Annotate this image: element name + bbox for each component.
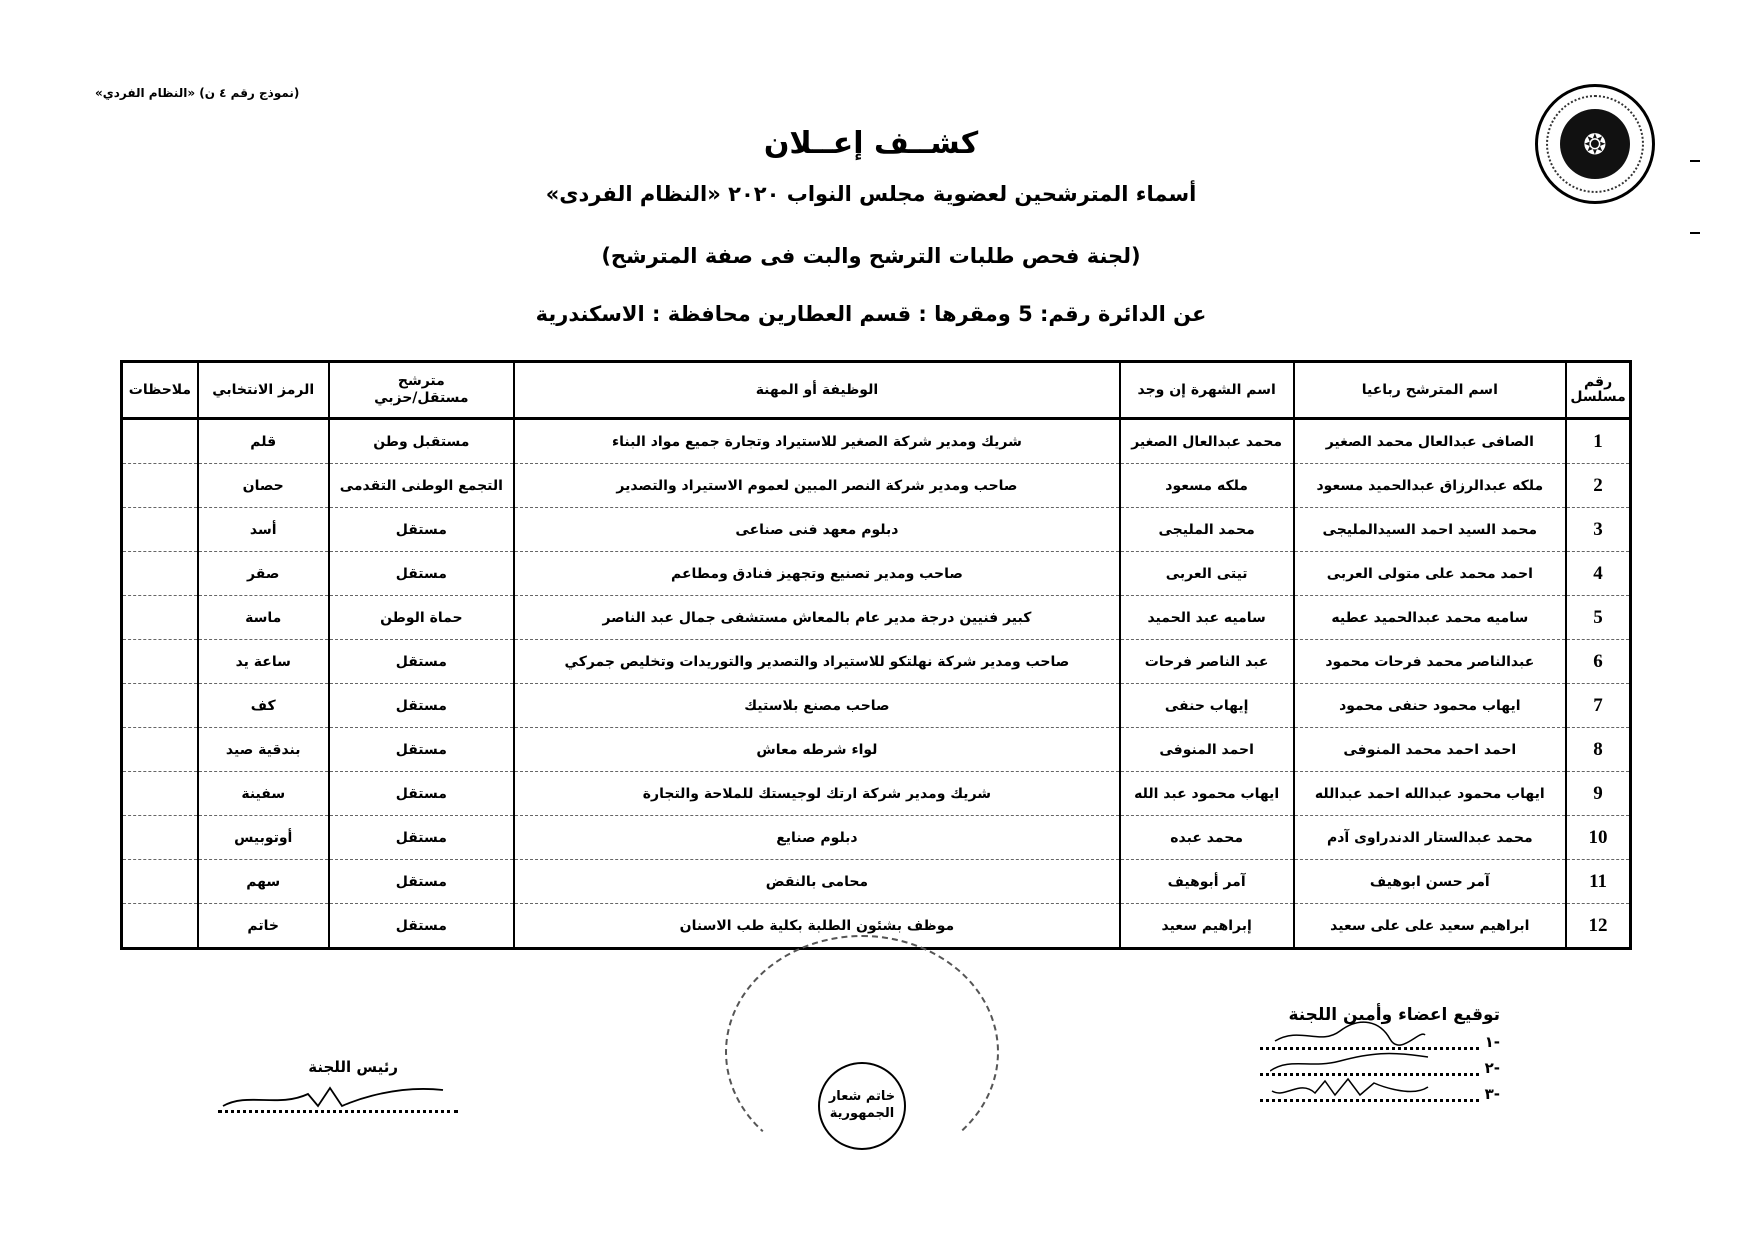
cell-party: مستقل [329,728,515,772]
header-party-line1: مترشح [397,372,445,389]
cell-serial: 1 [1566,419,1630,464]
cell-serial: 12 [1566,904,1630,949]
table-header-row [122,362,1631,419]
chairman-heading: رئيس اللجنة [308,1058,398,1076]
cell-notes [122,596,198,640]
cell-party: حماة الوطن [329,596,515,640]
district-info: عن الدائرة رقم: 5 ومقرها : قسم العطارين محافظة : الاسكندرية [535,302,1207,326]
chairman-signature-block [218,1058,458,1113]
cell-full-name: ابراهيم سعيد على على سعيد [1294,904,1567,949]
table-row [122,860,1631,904]
cell-serial: 9 [1566,772,1630,816]
cell-party: مستقل [329,904,515,949]
candidates-table [120,360,1632,950]
cell-serial: 5 [1566,596,1630,640]
table-row [122,684,1631,728]
cell-party: التجمع الوطنى التقدمى [329,464,515,508]
header-serial-line1: رقم [1583,373,1613,390]
header-symbol: الرمز الانتخابي [198,362,329,419]
members-signature-heading: توقيع اعضاء وأمين اللجنة [1288,1005,1500,1025]
stamp-line1: خاتم شعار [828,1089,896,1105]
member-label-3: -٣ [1484,1085,1500,1103]
cell-symbol: أسد [198,508,329,552]
cell-job: شريك ومدير شركة الصغير للاستيراد وتجارة جميع مواد البناء [514,419,1120,464]
cell-serial: 8 [1566,728,1630,772]
cell-job: دبلوم صنايع [514,816,1120,860]
cell-fame-name: عبد الناصر فرحات [1120,640,1294,684]
member-signature-3 [1260,1085,1500,1103]
cell-symbol: بندقية صيد [198,728,329,772]
cell-full-name: محمد عبدالستار الدندراوى آدم [1294,816,1567,860]
table-row [122,419,1631,464]
signature-scribble-icon [1270,1047,1430,1075]
cell-serial: 3 [1566,508,1630,552]
cell-full-name: ساميه محمد عبدالحميد عطيه [1294,596,1567,640]
header-notes: ملاحظات [122,362,198,419]
cell-notes [122,552,198,596]
cell-fame-name: محمد عبده [1120,816,1294,860]
committee-name: (لجنة فحص طلبات الترشح والبت فى صفة المترشح) [601,244,1141,268]
cell-job: صاحب ومدير شركة النصر المبين لعموم الاستيراد والتصدير [514,464,1120,508]
signature-line [218,1102,458,1113]
member-label-1: -١ [1484,1033,1500,1051]
cell-symbol: سهم [198,860,329,904]
cell-notes [122,904,198,949]
header-full-name: اسم المترشح رباعيا [1294,362,1567,419]
header-serial [1566,362,1630,419]
header-party [329,362,515,419]
stamp-line2: الجمهورية [829,1106,895,1121]
cell-serial: 7 [1566,684,1630,728]
scan-mark [1690,232,1700,234]
signature-scribble-icon [218,1078,448,1110]
cell-notes [122,816,198,860]
cell-symbol: صقر [198,552,329,596]
cell-full-name: احمد محمد على متولى العربى [1294,552,1567,596]
cell-notes [122,684,198,728]
cell-fame-name: تيتى العربى [1120,552,1294,596]
cell-party: مستقل [329,508,515,552]
cell-notes [122,419,198,464]
cell-full-name: ايهاب محمود عبدالله احمد عبدالله [1294,772,1567,816]
cell-symbol: سفينة [198,772,329,816]
cell-notes [122,860,198,904]
cell-party: مستقل [329,816,515,860]
table-row [122,816,1631,860]
eagle-icon: ❂ [1560,109,1630,179]
cell-serial: 11 [1566,860,1630,904]
header-party-line2: مستقل/حزبي [374,390,469,406]
cell-full-name: الصافى عبدالعال محمد الصغير [1294,419,1567,464]
table-row [122,640,1631,684]
table-row [122,464,1631,508]
cell-serial: 4 [1566,552,1630,596]
cell-serial: 10 [1566,816,1630,860]
cell-job: دبلوم معهد فنى صناعى [514,508,1120,552]
cell-symbol: قلم [198,419,329,464]
member-label-2: -٢ [1484,1059,1500,1077]
cell-fame-name: ايهاب محمود عبد الله [1120,772,1294,816]
cell-job: محامى بالنقض [514,860,1120,904]
cell-symbol: حصان [198,464,329,508]
cell-job: لواء شرطه معاش [514,728,1120,772]
cell-fame-name: محمد عبدالعال الصغير [1120,419,1294,464]
cell-notes [122,640,198,684]
table-row [122,552,1631,596]
cell-symbol: أوتوبيس [198,816,329,860]
cell-full-name: ايهاب محمود حنفى محمود [1294,684,1567,728]
cell-symbol: ساعة يد [198,640,329,684]
cell-full-name: آمر حسن ابوهيف [1294,860,1567,904]
signature-scribble-icon [1270,1021,1430,1049]
document-subtitle: أسماء المترشحين لعضوية مجلس النواب ٢٠٢٠ «النظام الفردى» [545,182,1197,206]
cell-party: مستقل [329,860,515,904]
table-row [122,508,1631,552]
document-title: كشــف إعــلان [763,126,979,161]
cell-full-name: ملكه عبدالرزاق عبدالحميد مسعود [1294,464,1567,508]
cell-symbol: كف [198,684,329,728]
cell-symbol: خاتم [198,904,329,949]
cell-job: صاحب مصنع بلاستيك [514,684,1120,728]
cell-fame-name: آمر أبوهيف [1120,860,1294,904]
cell-symbol: ماسة [198,596,329,640]
table-row [122,596,1631,640]
cell-notes [122,464,198,508]
cell-job: كبير فنيين درجة مدير عام بالمعاش مستشفى جمال عبد الناصر [514,596,1120,640]
cell-fame-name: ملكه مسعود [1120,464,1294,508]
members-signature-block [1260,1005,1500,1103]
cell-job: صاحب ومدير تصنيع وتجهيز فنادق ومطاعم [514,552,1120,596]
table-row [122,772,1631,816]
cell-full-name: احمد احمد محمد المنوفى [1294,728,1567,772]
cell-job: شريك ومدير شركة ارتك لوجيستك للملاحة والتجارة [514,772,1120,816]
header-job: الوظيفة أو المهنة [514,362,1120,419]
cell-fame-name: محمد المليجى [1120,508,1294,552]
republic-emblem-stamp [818,1062,906,1150]
cell-full-name: محمد السيد احمد السيدالمليجى [1294,508,1567,552]
form-number-note: (نموذج رقم ٤ ن) «النظام الفردي» [95,86,300,100]
cell-serial: 2 [1566,464,1630,508]
cell-full-name: عبدالناصر محمد فرحات محمود [1294,640,1567,684]
cell-party: مستقبل وطن [329,419,515,464]
cell-fame-name: احمد المنوفى [1120,728,1294,772]
cell-fame-name: ساميه عبد الحميد [1120,596,1294,640]
header-serial-line2: مسلسل [1570,389,1626,405]
cell-fame-name: إيهاب حنفى [1120,684,1294,728]
cell-party: مستقل [329,772,515,816]
cell-party: مستقل [329,640,515,684]
cell-party: مستقل [329,552,515,596]
signature-scribble-icon [1270,1073,1430,1101]
cell-fame-name: إبراهيم سعيد [1120,904,1294,949]
table-row [122,728,1631,772]
scan-mark [1690,160,1700,162]
cell-notes [122,728,198,772]
signature-line [1260,1087,1479,1102]
cell-notes [122,508,198,552]
cell-job: صاحب ومدير شركة نهلتكو للاستيراد والتصدير والتوريدات وتخليص جمركي [514,640,1120,684]
cell-job: موظف بشئون الطلبة بكلية طب الاسنان [514,904,1120,949]
cell-party: مستقل [329,684,515,728]
cell-serial: 6 [1566,640,1630,684]
cell-notes [122,772,198,816]
header-fame-name: اسم الشهرة إن وجد [1120,362,1294,419]
